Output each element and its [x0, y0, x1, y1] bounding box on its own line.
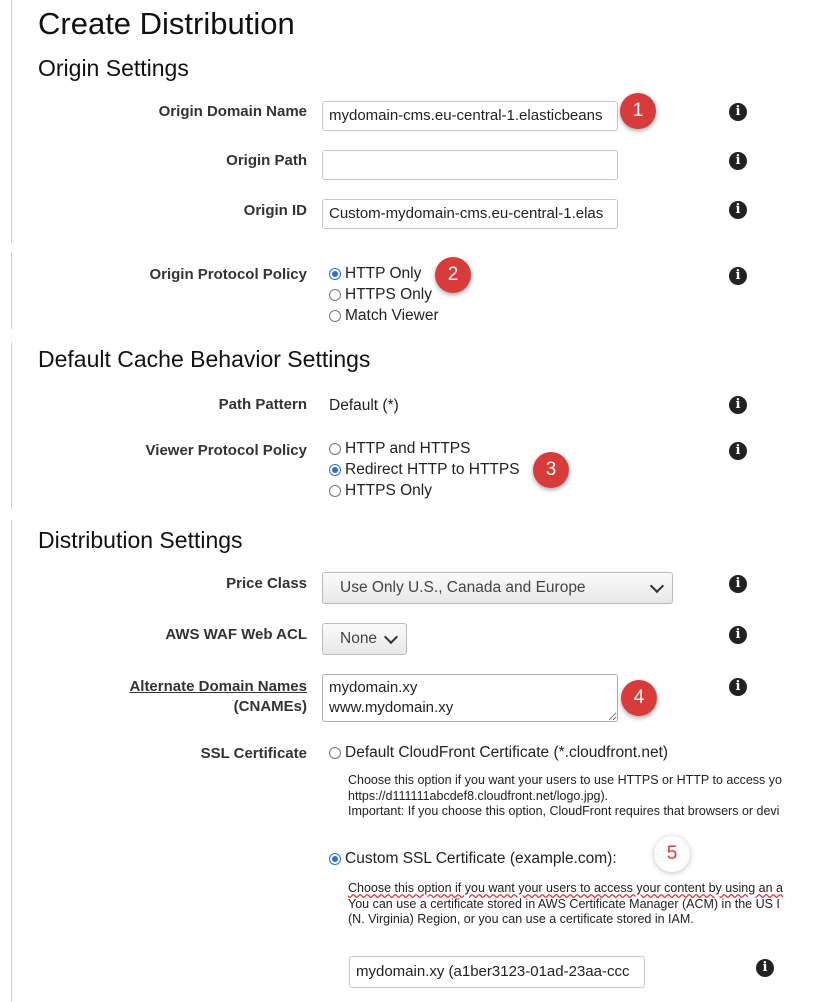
radio-label: Match Viewer [345, 307, 439, 324]
ssl-certificate-label: SSL Certificate [200, 745, 307, 762]
radio-http-and-https[interactable] [329, 440, 470, 458]
origin-id-value: Custom-mydomain-cms.eu-central-1.elas [329, 205, 604, 222]
origin-domain-input[interactable] [322, 101, 618, 131]
alternate-domain-label-line2: (CNAMEs) [233, 698, 307, 715]
custom-cert-value: mydomain.xy (a1ber3123-01ad-23aa-ccc [356, 963, 630, 980]
radio-label: Default CloudFront Certificate (*.cloudfront.net) [345, 744, 669, 761]
alternate-domain-label [129, 677, 307, 717]
info-icon[interactable]: i [729, 396, 747, 414]
alternate-domain-label-line1: Alternate Domain Names [129, 678, 307, 695]
radio-selected-icon [329, 464, 341, 476]
radio-default-cloudfront-cert[interactable] [329, 744, 668, 762]
description-line: Choose this option if you want your users to use HTTPS or HTTP to access yo [348, 773, 782, 787]
radio-custom-ssl-cert[interactable] [329, 850, 617, 868]
waf-label: AWS WAF Web ACL [165, 626, 307, 643]
info-icon[interactable]: i [729, 575, 747, 593]
path-pattern-value: Default (*) [329, 397, 399, 414]
origin-domain-value: mydomain-cms.eu-central-1.elasticbeans [329, 107, 603, 124]
alternate-domain-textarea[interactable] [322, 674, 618, 722]
waf-select[interactable] [322, 623, 407, 655]
section-divider [11, 342, 12, 509]
path-pattern-label: Path Pattern [218, 396, 307, 413]
radio-selected-icon [329, 853, 341, 865]
section-divider [11, 520, 12, 1002]
origin-id-label: Origin ID [243, 202, 307, 219]
annotation-badge-4: 4 [621, 680, 657, 716]
annotation-badge-1: 1 [620, 93, 656, 129]
origin-protocol-label: Origin Protocol Policy [149, 266, 307, 283]
info-icon[interactable]: i [729, 152, 747, 170]
radio-icon [329, 485, 341, 497]
radio-label: Redirect HTTP to HTTPS [345, 461, 520, 478]
radio-label: HTTP and HTTPS [345, 440, 471, 457]
custom-cert-description [348, 881, 783, 928]
origin-id-input[interactable] [322, 199, 618, 229]
price-class-value: Use Only U.S., Canada and Europe [340, 579, 586, 596]
radio-icon [329, 310, 341, 322]
price-class-label: Price Class [226, 575, 307, 592]
cache-settings-heading: Default Cache Behavior Settings [38, 346, 371, 372]
info-icon[interactable]: i [729, 626, 747, 644]
section-divider [11, 252, 12, 329]
info-icon[interactable]: i [729, 267, 747, 285]
chevron-down-icon [650, 579, 664, 593]
radio-https-only[interactable] [329, 286, 432, 304]
radio-label: HTTPS Only [345, 286, 432, 303]
annotation-badge-5: 5 [654, 836, 690, 872]
page-title: Create Distribution [38, 6, 295, 41]
origin-settings-heading: Origin Settings [38, 55, 189, 81]
price-class-select[interactable] [322, 572, 673, 604]
info-icon[interactable]: i [729, 201, 747, 219]
description-line: (N. Virginia) Region, or you can use a certificate stored in IAM. [348, 912, 694, 926]
waf-value: None [340, 630, 378, 647]
radio-match-viewer[interactable] [329, 307, 439, 325]
radio-label: Custom SSL Certificate (example.com): [345, 850, 617, 867]
description-line: Important: If you choose this option, CloudFront requires that browsers or devi [348, 804, 780, 818]
chevron-down-icon [384, 630, 398, 644]
radio-viewer-https-only[interactable] [329, 482, 432, 500]
description-line: https://d111111abcdef8.cloudfront.net/logo.jpg). [348, 788, 609, 803]
default-cert-description [348, 773, 782, 820]
info-icon[interactable]: i [756, 959, 774, 977]
annotation-badge-3: 3 [533, 452, 569, 488]
annotation-badge-2: 2 [435, 257, 471, 293]
section-divider [11, 0, 12, 243]
radio-label: HTTPS Only [345, 482, 432, 499]
radio-icon [329, 289, 341, 301]
info-icon[interactable]: i [729, 103, 747, 121]
radio-selected-icon [329, 268, 341, 280]
viewer-protocol-label: Viewer Protocol Policy [145, 442, 307, 459]
info-icon[interactable]: i [729, 678, 747, 696]
info-icon[interactable]: i [729, 442, 747, 460]
radio-icon [329, 747, 341, 759]
radio-icon [329, 443, 341, 455]
radio-label: HTTP Only [345, 265, 422, 282]
distribution-settings-heading: Distribution Settings [38, 527, 243, 553]
origin-path-label: Origin Path [226, 152, 307, 169]
origin-domain-label: Origin Domain Name [158, 103, 307, 120]
description-line: You can use a certificate stored in AWS Certificate Manager (ACM) in the US I [348, 896, 780, 911]
radio-http-only[interactable] [329, 265, 421, 283]
description-line: Choose this option if you want your users to access your content by using an a [348, 881, 783, 895]
custom-cert-input[interactable] [349, 956, 645, 988]
radio-redirect-http-to-https[interactable] [329, 461, 520, 479]
origin-path-input[interactable] [322, 150, 618, 180]
